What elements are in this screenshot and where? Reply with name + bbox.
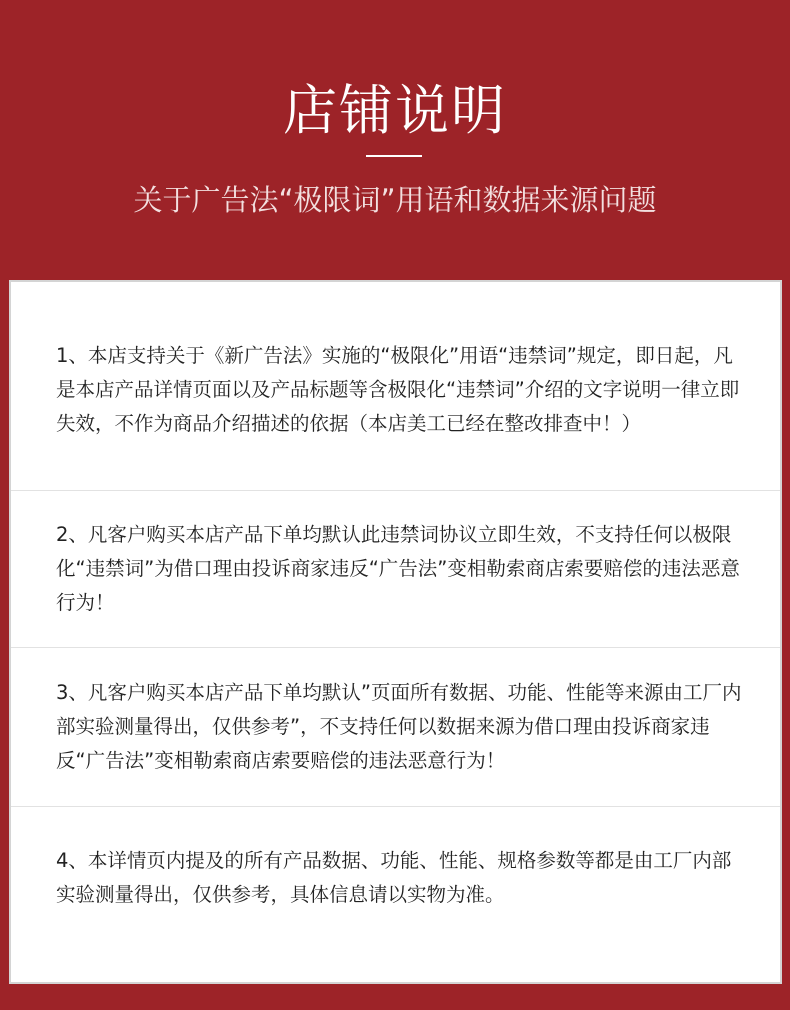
page-subtitle: 关于广告法“极限词”用语和数据来源问题	[133, 183, 657, 217]
notice-section-2	[11, 491, 780, 648]
notice-text: 3、凡客户购买本店产品下单均默认”页面所有数据、功能、性能等来源由工厂内部实验测量得出，仅供参考”，不支持任何以数据来源为借口理由投诉商家违反“广告法”变相勒索商店索要赔偿的违法恶意行为！	[56, 681, 742, 772]
notice-section-4	[11, 807, 780, 957]
notice-card	[9, 280, 782, 984]
notice-text: 4、本详情页内提及的所有产品数据、功能、性能、规格参数等都是由工厂内部实验测量得出，仅供参考，具体信息请以实物为准。	[56, 849, 732, 906]
page-title: 店铺说明	[283, 79, 507, 142]
notice-section-1	[11, 282, 780, 491]
title-divider	[366, 155, 422, 157]
notice-section-3	[11, 648, 780, 807]
notice-text: 1、本店支持关于《新广告法》实施的“极限化”用语“违禁词”规定，即日起，凡是本店产品详情页面以及产品标题等含极限化“违禁词”介绍的文字说明一律立即失效，不作为商品介绍描述的依据（本店美工已经在整改排查中！）	[56, 344, 740, 435]
notice-text: 2、凡客户购买本店产品下单均默认此违禁词协议立即生效，不支持任何以极限化“违禁词”为借口理由投诉商家违反“广告法”变相勒索商店索要赔偿的违法恶意行为！	[56, 523, 740, 614]
